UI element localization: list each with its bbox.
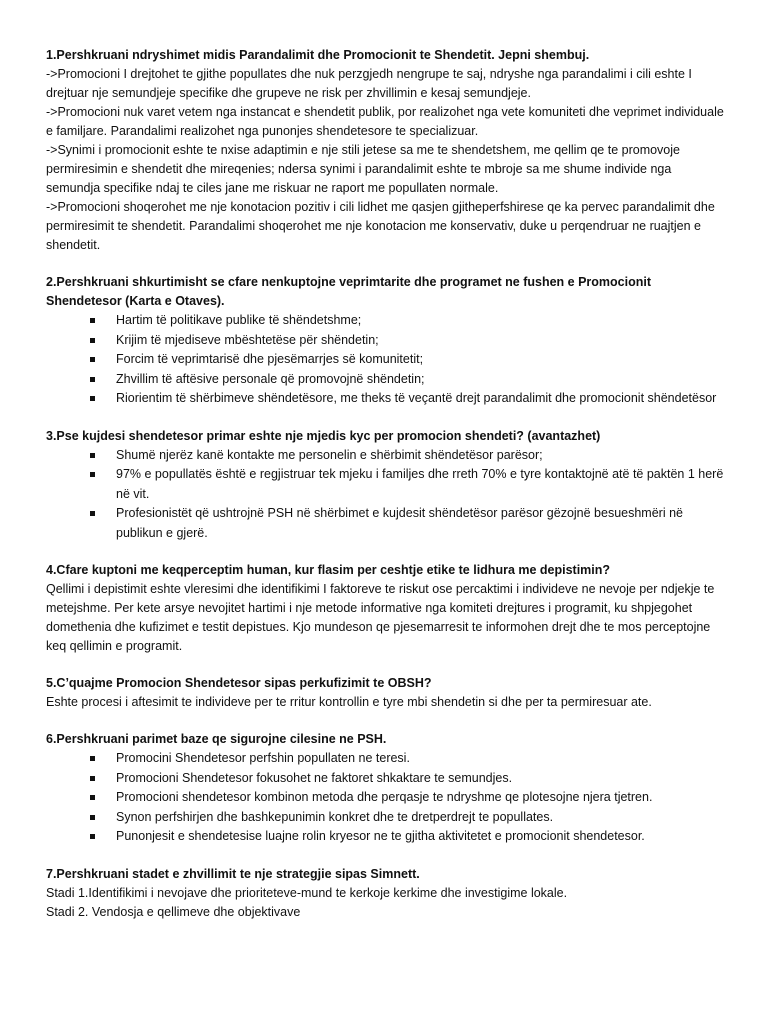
question-3: 3.Pse kujdesi shendetesor primar eshte nje mjedis kyc per promocion shendeti? (avantazhet) [46,428,601,443]
bullet-list [46,311,724,409]
list-item: Punonjesit e shendetesise luajne rolin kryesor ne te gjitha aktivitetet e promocionit shendetesor. [90,827,724,847]
section-4 [46,561,724,656]
answer-1-paragraph: ->Promocioni shoqerohet me nje konotacion pozitiv i cili lidhet me qasjen gjitheperfshirese qe ka pervec parandalimit dhe permiresimit te shendetit. Parandalimi shoqerohet me nje konotacion me konservativ, duke u perqendruar ne ruajtjen e shendetit. [46,200,715,252]
list-item: 97% e popullatës është e regjistruar tek mjeku i familjes dhe rreth 70% e tyre kontaktojnë atë të paktën 1 herë në vit. [90,465,724,504]
section-6 [46,730,724,847]
list-item: Zhvillim të aftësive personale që promovojnë shëndetin; [90,370,724,390]
answer-7-line: Stadi 1.Identifikimi i nevojave dhe prioriteteve-mund te kerkoje kerkime dhe investigime lokale. [46,885,568,900]
answer-1-paragraph: ->Synimi i promocionit eshte te nxise adaptimin e nje stili jetese sa me te shendetshem, me qellim qe te promovoje permiresimin e shendetit dhe mireqenies; ndersa synimi i parandalimit eshte te mbroje sa me shume individe nga semundja specifike ndaj te ciles jane me riskuar ne raport me popullaten normale. [46,143,680,195]
question-1: 1.Pershkruani ndryshimet midis Parandalimit dhe Promocionit te Shendetit. Jepni shembuj. [46,48,590,62]
section-1 [46,46,724,255]
section-3 [46,427,724,544]
question-5: 5.C’quajme Promocion Shendetesor sipas perkufizimit te OBSH? [46,676,432,690]
question-2: 2.Pershkruani shkurtimisht se cfare nenkuptojne veprimtarite dhe programet ne fushen e Promocionit Shendetesor (Karta e Otaves). [46,275,652,308]
list-item: Synon perfshirjen dhe bashkepunimin konkret dhe te dretperdrejt te popullates. [90,808,724,828]
square-bullet-icon [90,511,95,516]
answer-4-paragraph: Qellimi i depistimit eshte vleresimi dhe identifikimi I faktoreve te riskut ose percaktimi i individeve ne nevoje per ndjekje te metejshme. Per kete arsye nevojitet hartimi i nje metode informative nga komiteti drejtures i programit, ku shpjegohet domethenia dhe kufizimet e testit depistues. Kjo mundeson qe pjesemarresit te informohen drejt dhe te mos perceptojne keq qellimin e programit. [46,582,715,653]
square-bullet-icon [90,377,95,382]
question-6: 6.Pershkruani parimet baze qe sigurojne cilesine ne PSH. [46,732,387,746]
list-item: Shumë njerëz kanë kontakte me personelin e shërbimit shëndetësor parësor; [90,446,724,466]
square-bullet-icon [90,318,95,323]
square-bullet-icon [90,756,95,761]
section-7 [46,865,724,922]
list-item: Promocioni shendetesor kombinon metoda dhe perqasje te ndryshme qe plotesojne njera tjetren. [90,788,724,808]
bullet-list [46,749,724,847]
square-bullet-icon [90,396,95,401]
question-4: 4.Cfare kuptoni me keqperceptim human, kur flasim per ceshtje etike te lidhura me depistimin? [46,563,611,577]
list-item: Profesionistët që ushtrojnë PSH në shërbimet e kujdesit shëndetësor parësor gëzojnë besueshmëri në publikun e gjerë. [90,504,724,543]
list-item: Krijim të mjediseve mbështetëse për shëndetin; [90,331,724,351]
section-5 [46,674,724,712]
question-7: 7.Pershkruani stadet e zhvillimit te nje strategjie sipas Simnett. [46,866,420,881]
square-bullet-icon [90,472,95,477]
square-bullet-icon [90,776,95,781]
answer-7-line: Stadi 2. Vendosja e qellimeve dhe objektivave [46,904,301,919]
square-bullet-icon [90,795,95,800]
square-bullet-icon [90,815,95,820]
answer-1-paragraph: ->Promocioni nuk varet vetem nga instancat e shendetit publik, por realizohet nga vete komuniteti dhe veprimet individuale e familjare. Parandalimi realizohet nga punonjes shendetesore te specializuar. [46,105,724,138]
square-bullet-icon [90,338,95,343]
bullet-list [46,446,724,544]
list-item: Hartim të politikave publike të shëndetshme; [90,311,724,331]
answer-1-paragraph: ->Promocioni I drejtohet te gjithe popullates dhe nuk perzgjedh nengrupe te saj, ndryshe nga parandalimi i cili eshte I drejtuar nje semundjeje specifike dhe grupeve ne risk per zhvillimin e kesaj semundjeje. [46,67,692,100]
list-item: Riorientim të shërbimeve shëndetësore, me theks të veçantë drejt parandalimit dhe promocionit shëndetësor [90,389,724,409]
square-bullet-icon [90,453,95,458]
square-bullet-icon [90,834,95,839]
list-item: Promocini Shendetesor perfshin popullaten ne teresi. [90,749,724,769]
square-bullet-icon [90,357,95,362]
answer-5-paragraph: Eshte procesi i aftesimit te individeve per te rritur kontrollin e tyre mbi shendetin si dhe per ta permiresuar ate. [46,695,652,709]
section-2 [46,273,724,409]
list-item: Promocioni Shendetesor fokusohet ne faktoret shkaktare te semundjes. [90,769,724,789]
list-item: Forcim të veprimtarisë dhe pjesëmarrjes së komunitetit; [90,350,724,370]
